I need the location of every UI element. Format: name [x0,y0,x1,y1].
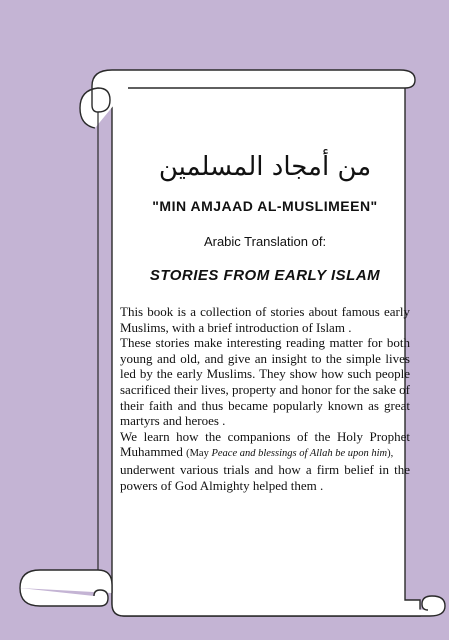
description-paren-close: ), [387,448,394,460]
subtitle: Arabic Translation of: [203,234,327,249]
main-title: "MIN AMJAAD AL-MUSLIMEEN" [152,198,378,214]
description-line-3 [120,429,410,462]
description-line-4: underwent various trials and how a firm belief in the powers of God Almighty helped them . [120,461,410,493]
description-line-1: This book is a collection of stories about famous early Muslims, with a brief introduction of Islam . [120,304,410,335]
description [120,304,410,493]
description-paren-open: (May [186,448,212,460]
arabic-title: من أمجاد المسلمين [158,152,372,182]
book-title: STORIES FROM EARLY ISLAM [149,267,381,284]
scroll-content [120,150,410,493]
description-line-2: These stories make interesting reading matter for both young and old, and give an insight to the simple lives led by the early Muslims. They show how such people sacrificed their lives, property and honor for the sake of their faith and thus became popularly known as great martyrs and heroes . [120,335,410,429]
description-blessing: Peace and blessings of Allah be upon him [211,448,388,460]
description-line-3-text: We learn how the companions of the Holy Prophet Muhammed [120,428,410,460]
